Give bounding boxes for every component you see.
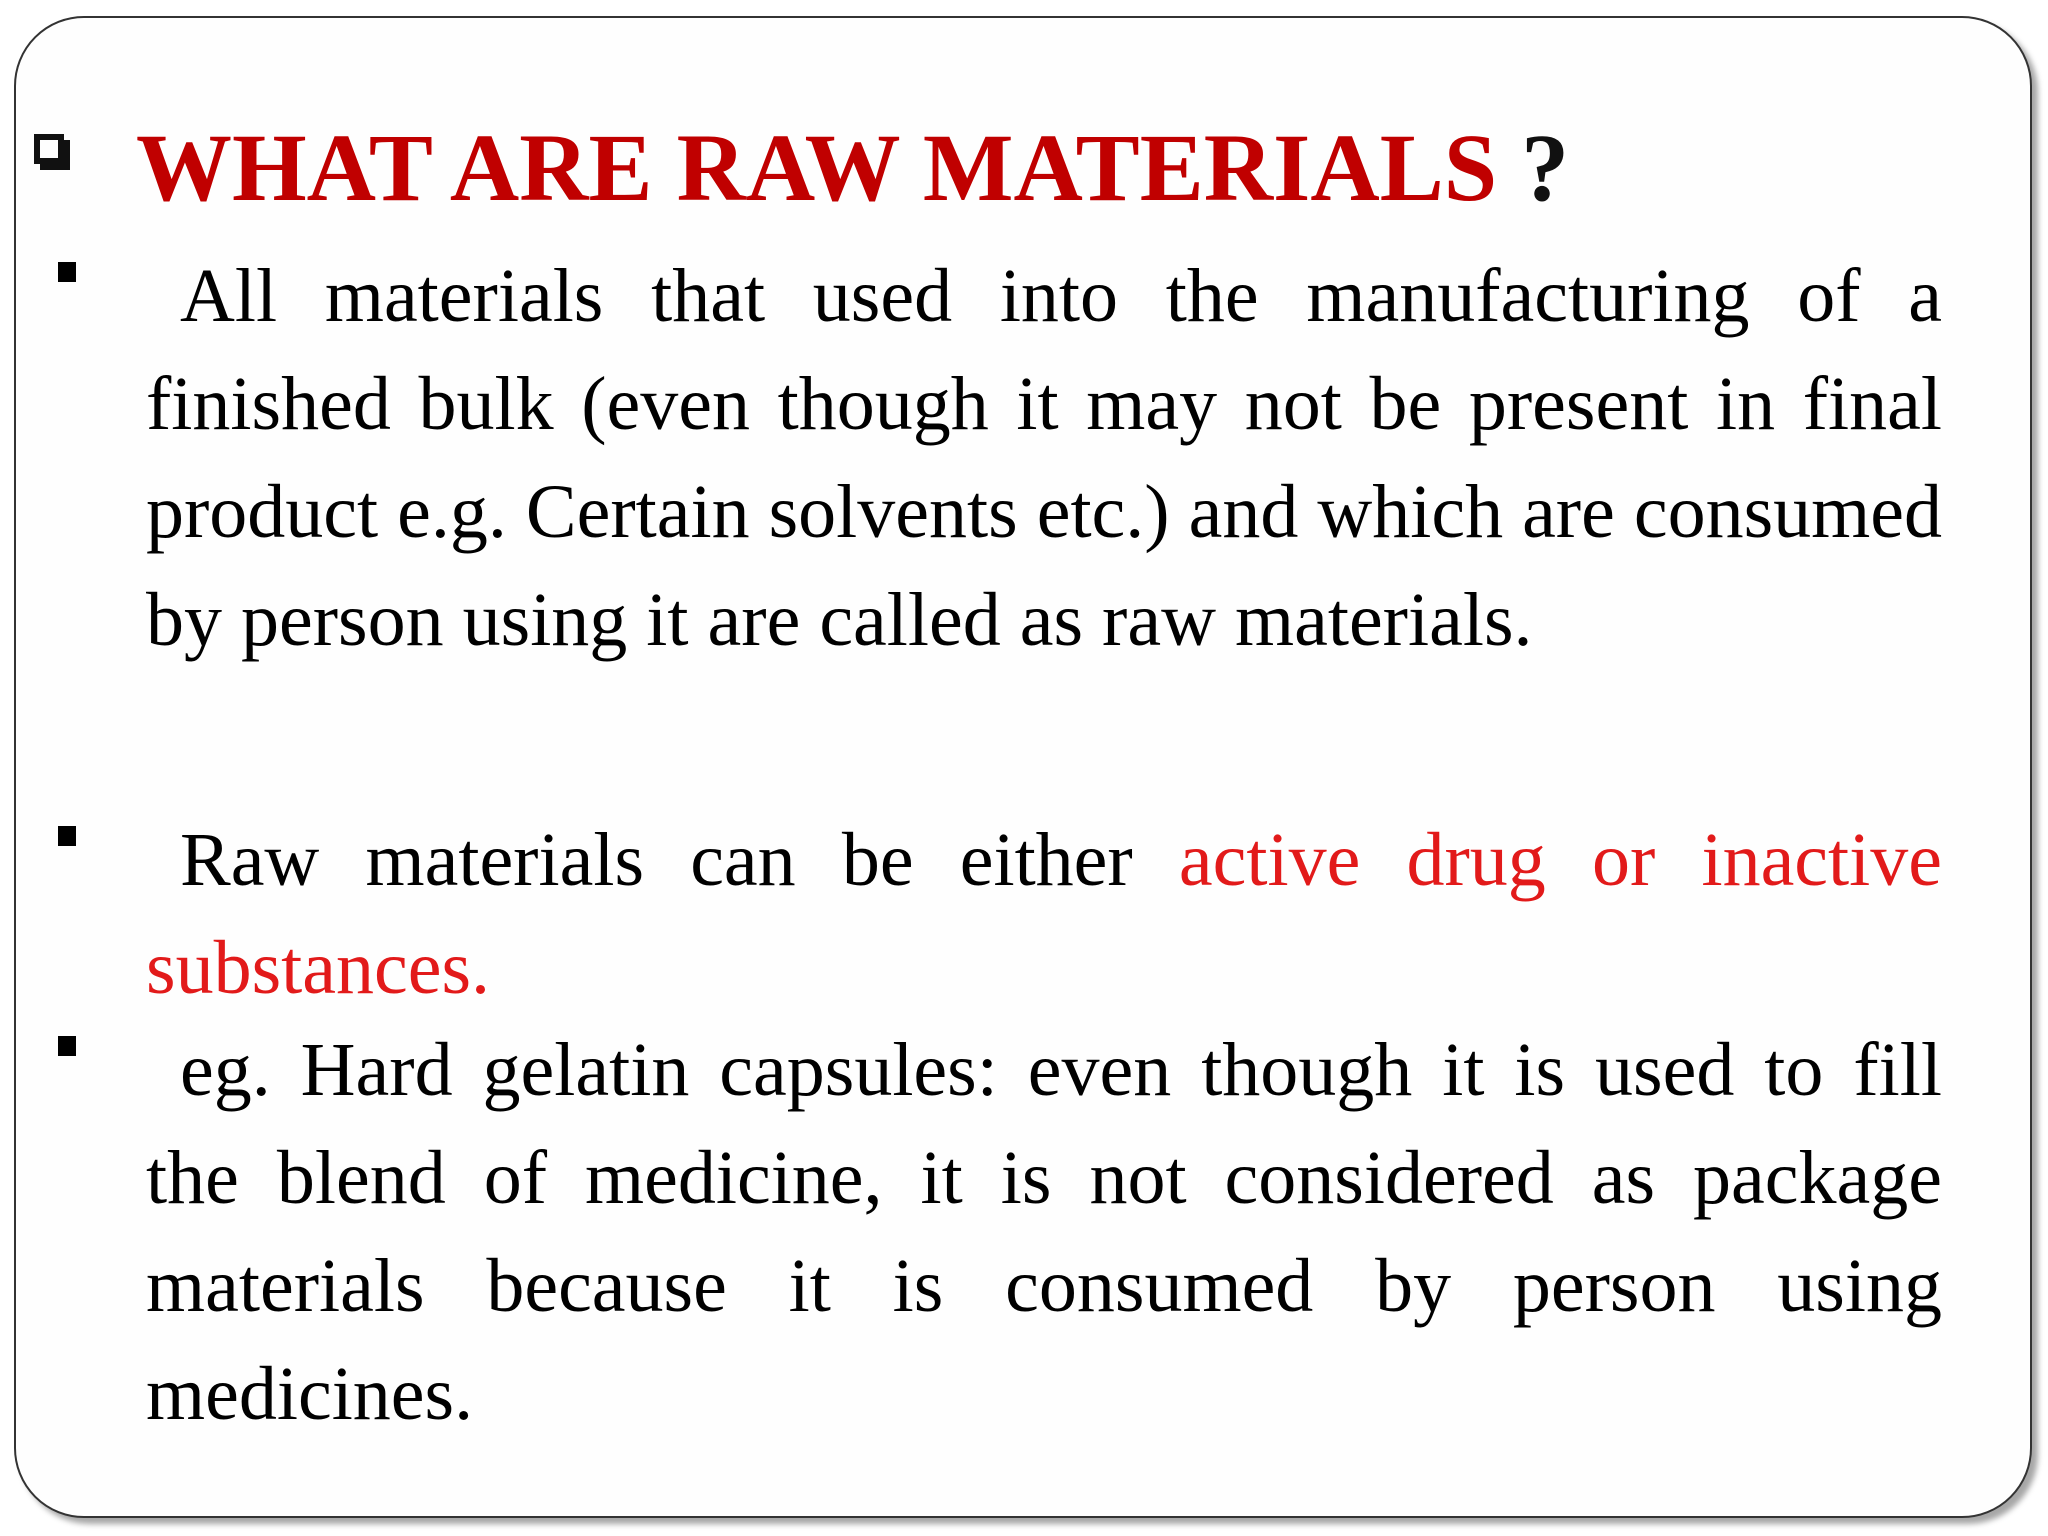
bullet-paragraph-3 [146,1016,1942,1448]
bullet-1-text: All materials that used into the manufacturing of a finished bulk (even though it may not be present in final product e.g. Certain solvents etc.) and which are consumed by person using it are called as raw materials. [146,254,1942,662]
bullet-2-text: Raw materials can be either [180,818,1179,902]
slide-title [136,108,1569,228]
bullet-paragraph-2 [146,806,1942,1022]
square-bullet-icon [58,1036,76,1056]
bullet-paragraph-1 [146,242,1942,674]
slide-title-text: WHAT ARE RAW MATERIALS [136,114,1498,221]
slide-title-question-mark: ? [1497,114,1570,221]
square-bullet-icon [58,826,76,846]
square-bullet-icon [58,262,76,282]
bullet-2-highlight: active drug or inactive substances. [146,818,1942,1010]
bullet-3-text: eg. Hard gelatin capsules: even though it is used to fill the blend of medicine, it is not considered as package materials because it is consumed by person using medicines. [146,1028,1942,1436]
slide-frame [14,16,2032,1518]
checkbox-square-icon [34,134,64,164]
